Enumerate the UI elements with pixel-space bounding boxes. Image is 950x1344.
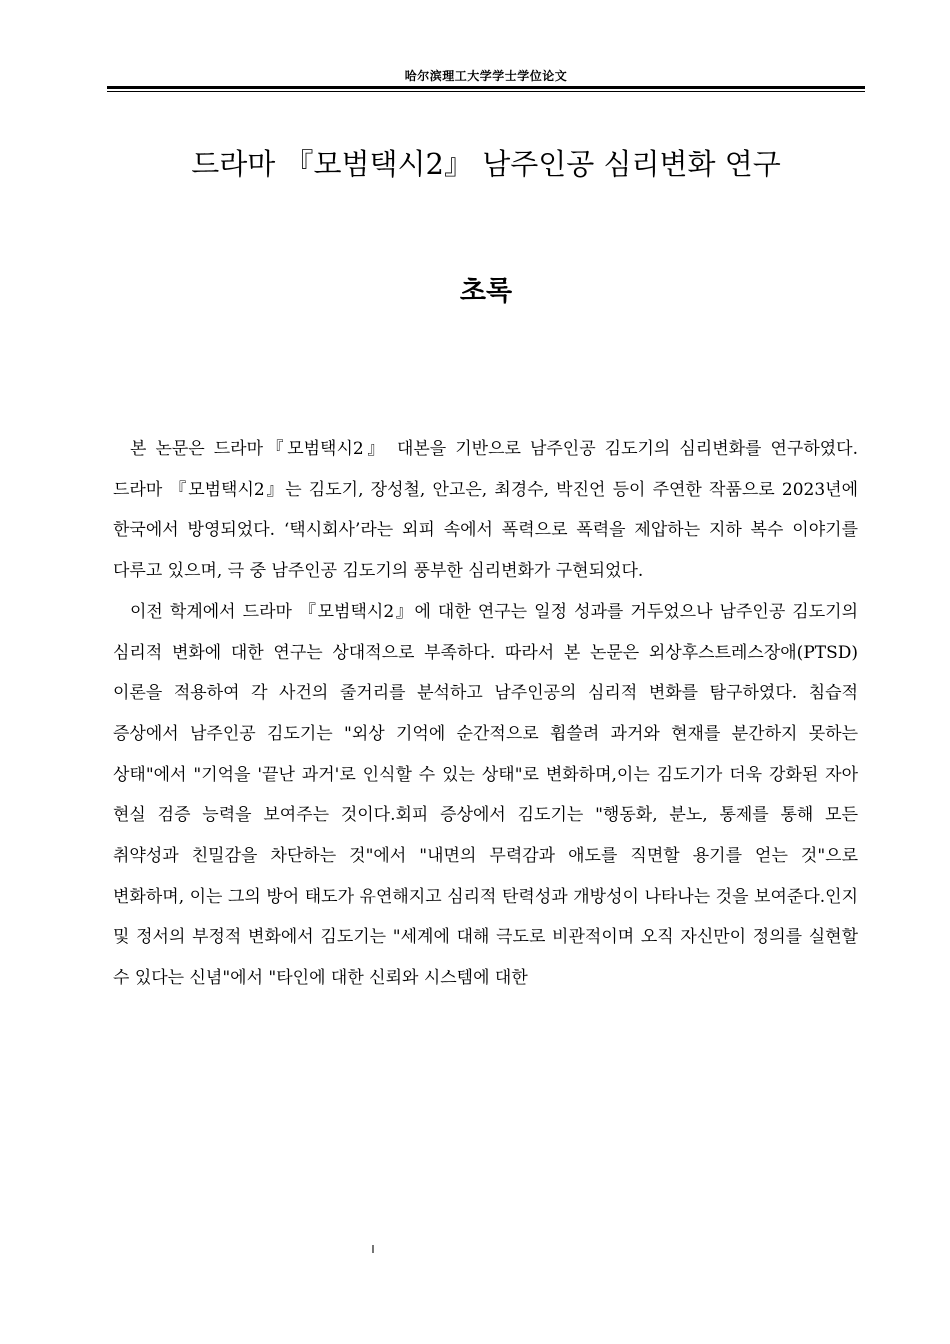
thesis-title: 드라마 『모범택시2』 남주인공 심리변화 연구 xyxy=(191,147,781,181)
page-number: I xyxy=(371,1243,375,1256)
running-header: 哈尔滨理工大学学士学位论文 xyxy=(404,69,568,83)
abstract-body xyxy=(113,429,858,999)
header-rule xyxy=(107,86,865,89)
abstract-heading: 초록 xyxy=(459,276,513,307)
abstract-paragraph-2: 이전 학계에서 드라마 『모범택시2』에 대한 연구는 일정 성과를 거두었으나 남주인공 김도기의 심리적 변화에 대한 연구는 상대적으로 부족하다. 따라서 본 논문은 외상후스트레스장애(PTSD) 이론을 적용하여 각 사건의 줄거리를 분석하고 남주인공의 심리적 변화를 탐구하였다. 침습적 증상에서 남주인공 김도기는 "외상 기억에 순간적으로 휩쓸려 과거와 현재를 분간하지 못하는 상태"에서 "기억을 '끝난 과거'로 인식할 수 있는 상태"로 변화하며,이는 김도기가 더욱 강화된 자아 현실 검증 능력을 보여주는 것이다.회피 증상에서 김도기는 "행동화, 분노, 통제를 통해 모든 취약성과 친밀감을 차단하는 것"에서 "내면의 무력감과 애도를 직면할 용기를 얻는 것"으로 변화하며, 이는 그의 방어 태도가 유연해지고 심리적 탄력성과 개방성이 나타나는 것을 보여준다.인지 및 정서의 부정적 변화에서 김도기는 "세계에 대해 극도로 비관적이며 오직 자신만이 정의를 실현할 수 있다는 신념"에서 "타인에 대한 신뢰와 시스템에 대한 xyxy=(113,601,858,989)
header-rule-thin xyxy=(107,91,865,92)
abstract-paragraph-1: 본 논문은 드라마『모범택시2』 대본을 기반으로 남주인공 김도기의 심리변화를 연구하였다. 드라마 『모범택시2』는 김도기, 장성철, 안고은, 최경수, 박진언 등이 주연한 작품으로 2023년에 한국에서 방영되었다. ‘택시회사’라는 외피 속에서 폭력으로 폭력을 제압하는 지하 복수 이야기를 다루고 있으며, 극 중 남주인공 김도기의 풍부한 심리변화가 구현되었다. xyxy=(113,439,858,582)
